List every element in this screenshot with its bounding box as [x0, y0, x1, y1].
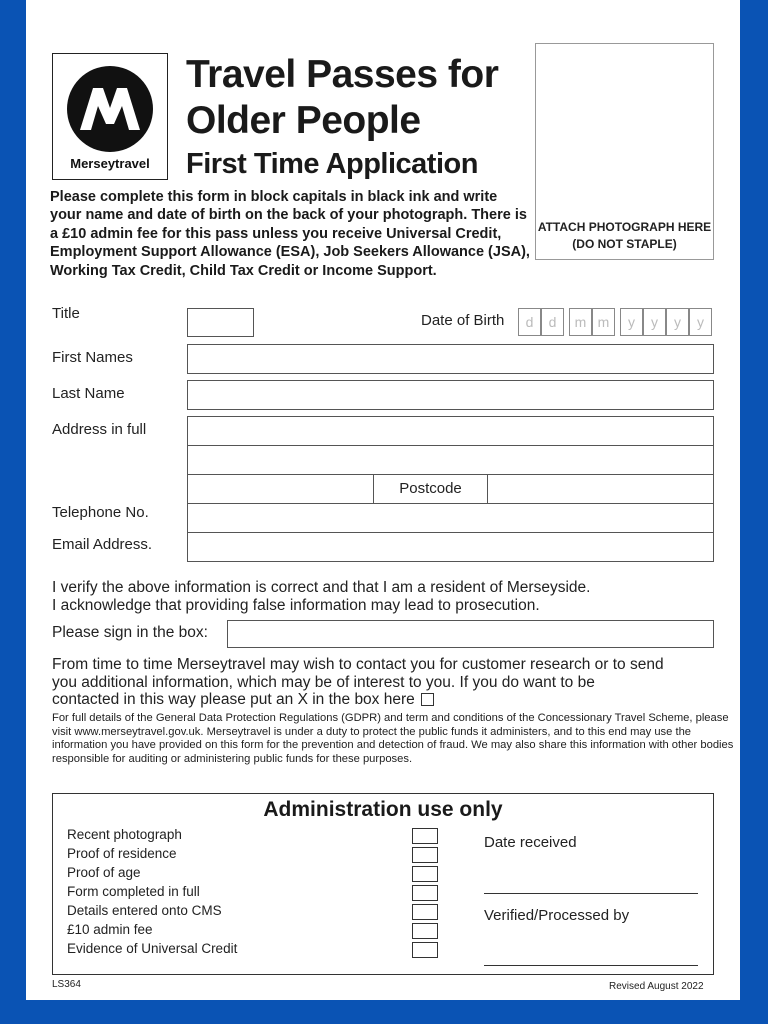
date-received-line[interactable] — [484, 893, 698, 894]
postcode-label: Postcode — [373, 474, 488, 504]
form-code: LS364 — [52, 979, 81, 990]
address-line-3[interactable] — [187, 474, 374, 504]
dob-year-1[interactable]: y — [620, 308, 643, 336]
first-names-label: First Names — [52, 349, 133, 366]
m-logo-icon — [67, 66, 153, 152]
dob-day-1[interactable]: d — [518, 308, 541, 336]
address-line-1[interactable] — [187, 416, 714, 446]
admin-title: Administration use only — [263, 798, 503, 821]
title-line-1: Travel Passes for — [186, 53, 499, 96]
photo-line-1: ATTACH PHOTOGRAPH HERE — [537, 220, 712, 234]
dob-year-2[interactable]: y — [643, 308, 666, 336]
admin-item-details-entered: Details entered onto CMS — [67, 903, 222, 918]
photo-line-2: (DO NOT STAPLE) — [572, 237, 677, 251]
date-received-label: Date received — [484, 834, 577, 851]
title-line-2: Older People — [186, 99, 421, 142]
admin-item-universal-credit: Evidence of Universal Credit — [67, 941, 238, 956]
verified-label: Verified/Processed by — [484, 907, 630, 924]
admin-checkbox-proof-of-residence[interactable] — [412, 847, 438, 863]
address-label: Address in full — [52, 421, 147, 438]
dob-year-3[interactable]: y — [666, 308, 689, 336]
admin-checkbox-form-completed[interactable] — [412, 885, 438, 901]
verified-line[interactable] — [484, 965, 698, 966]
merseytravel-logo — [52, 53, 168, 180]
admin-checkbox-admin-fee[interactable] — [412, 923, 438, 939]
dob-label: Date of Birth — [421, 312, 505, 329]
declaration-line-2: I acknowledge that providing false information may lead to prosecution. — [52, 596, 540, 614]
admin-item-recent-photograph: Recent photograph — [67, 827, 182, 842]
contact-line-1: From time to time Merseytravel may wish to contact you for customer research or to send — [52, 656, 664, 673]
dob-day-2[interactable]: d — [541, 308, 564, 336]
email-field[interactable] — [187, 532, 714, 562]
last-name-label: Last Name — [52, 385, 125, 402]
photo-instructions — [536, 219, 713, 253]
admin-checkbox-proof-of-age[interactable] — [412, 866, 438, 882]
admin-checkbox-details-entered[interactable] — [412, 904, 438, 920]
admin-item-admin-fee: £10 admin fee — [67, 922, 153, 937]
postcode-field[interactable] — [487, 474, 714, 504]
page-title — [186, 52, 498, 144]
signature-box[interactable] — [227, 620, 714, 648]
contact-consent-text — [52, 656, 664, 709]
contact-line-2: you additional information, which may be of interest to you. If you do want to be — [52, 673, 595, 691]
admin-item-proof-of-residence: Proof of residence — [67, 846, 177, 861]
admin-item-proof-of-age: Proof of age — [67, 865, 141, 880]
contact-line-3-text: contacted in this way please put an X in the box here — [52, 691, 415, 708]
admin-section — [52, 793, 714, 975]
form-page — [26, 0, 740, 1000]
last-name-field[interactable] — [187, 380, 714, 410]
sign-label: Please sign in the box: — [52, 624, 208, 641]
admin-checkbox-recent-photograph[interactable] — [412, 828, 438, 844]
declaration-text — [52, 579, 590, 614]
dob-year-4[interactable]: y — [689, 308, 712, 336]
first-names-field[interactable] — [187, 344, 714, 374]
title-label: Title — [52, 305, 80, 322]
admin-item-form-completed: Form completed in full — [67, 884, 200, 899]
dob-month-2[interactable]: m — [592, 308, 615, 336]
page-subtitle: First Time Application — [186, 148, 478, 180]
revised-date: Revised August 2022 — [609, 981, 704, 992]
telephone-label: Telephone No. — [52, 504, 149, 521]
logo-text: Merseytravel — [70, 156, 150, 171]
contact-consent-checkbox[interactable] — [421, 693, 434, 706]
dob-month-1[interactable]: m — [569, 308, 592, 336]
contact-line-3 — [52, 691, 664, 709]
declaration-line-1: I verify the above information is correct and that I am a resident of Merseyside. — [52, 579, 591, 596]
photo-box[interactable] — [535, 43, 714, 260]
email-label: Email Address. — [52, 536, 153, 553]
title-field[interactable] — [187, 308, 254, 337]
gdpr-text: For full details of the General Data Protection Regulations (GDPR) and term and conditions of the Concessionary Travel Scheme, please visit www.merseytravel.gov.uk. Merseytravel is under a duty to protect the public funds it administers, and to this end may use the information you have provided on this form for the prevention and detection of fraud. We may also share this information with other bodies responsible for auditing or administering public funds for these purposes. — [52, 712, 734, 765]
intro-text: Please complete this form in block capitals in black ink and write your name and date of birth on the back of your photograph. There is a £10 admin fee for this pass unless you receive Universal Credit, Employment Support Allowance (ESA), Job Seekers Allowance (JSA), Working Tax Credit, Child Tax Credit or Income Support. — [50, 189, 530, 279]
admin-checkbox-universal-credit[interactable] — [412, 942, 438, 958]
telephone-field[interactable] — [187, 503, 714, 533]
address-line-2[interactable] — [187, 445, 714, 475]
